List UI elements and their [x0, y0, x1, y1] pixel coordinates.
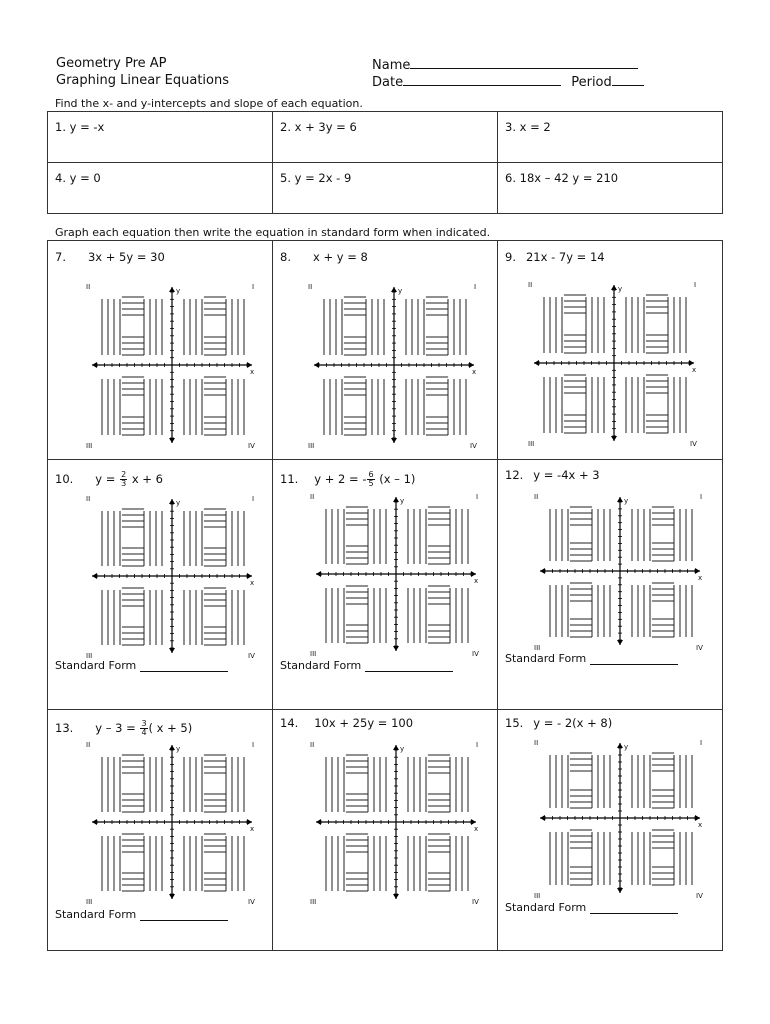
quadrant-II-label: II: [310, 741, 315, 749]
standard-form-10[interactable]: Standard Form: [55, 659, 228, 672]
problem-6: 6. 18x – 42 y = 210: [505, 171, 619, 185]
quadrant-II-label: II: [86, 741, 91, 749]
quadrant-II-label: II: [310, 493, 315, 501]
y-axis-label: y: [398, 287, 403, 295]
x-axis-label: x: [474, 825, 479, 833]
quadrant-IV-label: IV: [248, 442, 255, 449]
fraction-6-5: $\frac{6}{5}$: [368, 470, 374, 488]
quadrant-III-label: III: [86, 442, 93, 449]
section2-instruction: Graph each equation then write the equation in standard form when indicated.: [55, 226, 491, 239]
quadrant-IV-label: IV: [696, 892, 703, 899]
quadrant-IV-label: IV: [690, 440, 697, 447]
problem-4: 4. y = 0: [55, 171, 101, 185]
date-label: Date: [372, 75, 404, 90]
x-axis-label: x: [250, 825, 255, 833]
grid-lines: [326, 507, 468, 643]
quadrant-I-label: I: [694, 281, 697, 289]
quadrant-III-label: III: [528, 440, 535, 447]
x-axis-label: x: [472, 368, 477, 376]
quadrant-II-label: II: [308, 283, 313, 291]
quadrant-II-label: II: [86, 283, 91, 291]
quadrant-IV-label: IV: [470, 442, 477, 449]
standard-form-15[interactable]: Standard Form: [505, 901, 678, 914]
grid-lines: [550, 507, 692, 637]
coordinate-grid-8[interactable]: [308, 281, 480, 449]
quadrant-II-label: II: [534, 739, 539, 747]
quadrant-I-label: I: [700, 739, 703, 747]
y-axis-label: y: [624, 497, 629, 505]
fraction-3-4: $\frac{3}{4}$: [141, 719, 147, 737]
problem-1: 1. y = -x: [55, 120, 105, 134]
name-field[interactable]: [372, 56, 638, 74]
section1-instruction: Find the x- and y-intercepts and slope of each equation.: [55, 97, 363, 110]
quadrant-III-label: III: [86, 652, 93, 659]
x-axis-label: x: [698, 574, 703, 582]
quadrant-IV-label: IV: [472, 650, 479, 657]
quadrant-III-label: III: [310, 650, 317, 657]
quadrant-I-label: I: [474, 283, 477, 291]
quadrant-IV-label: IV: [696, 644, 703, 651]
x-axis-label: x: [698, 821, 703, 829]
problem-2: 2. x + 3y = 6: [280, 120, 357, 134]
y-axis-label: y: [176, 499, 181, 507]
standard-form-13[interactable]: Standard Form: [55, 908, 228, 921]
fraction-2-3: $\frac{2}{3}$: [121, 470, 127, 488]
quadrant-IV-label: IV: [472, 898, 479, 905]
problem-14: 14. 10x + 25y = 100: [280, 716, 414, 730]
x-axis-label: x: [250, 579, 255, 587]
grid-lines: [102, 509, 244, 645]
intercepts-table: [47, 111, 723, 214]
graphing-section: [47, 240, 723, 951]
grid-lines: [102, 755, 244, 891]
coordinate-grid-11[interactable]: [310, 491, 482, 657]
problem-5: 5. y = 2x - 9: [280, 171, 352, 185]
coordinate-grid-13[interactable]: [86, 739, 258, 905]
problem-15: 15. y = - 2(x + 8): [505, 716, 613, 730]
period-label: Period: [571, 75, 612, 90]
x-axis-label: x: [692, 366, 697, 374]
standard-form-12[interactable]: Standard Form: [505, 652, 678, 665]
coordinate-grid-9[interactable]: [528, 279, 700, 447]
coordinate-grid-15[interactable]: [534, 737, 706, 899]
quadrant-I-label: I: [476, 741, 479, 749]
problem-8: 8. x + y = 8: [280, 250, 368, 264]
coordinate-grid-12[interactable]: [534, 491, 706, 651]
y-axis-label: y: [400, 497, 405, 505]
x-axis-label: x: [250, 368, 255, 376]
name-label: Name: [372, 58, 411, 73]
coordinate-grid-14[interactable]: [310, 739, 482, 905]
date-field[interactable]: [372, 73, 644, 91]
grid-lines: [550, 753, 692, 885]
quadrant-I-label: I: [252, 741, 255, 749]
problem-3: 3. x = 2: [505, 120, 551, 134]
quadrant-II-label: II: [528, 281, 533, 289]
quadrant-III-label: III: [86, 898, 93, 905]
problem-10: 10. y = $\frac{2}{3}$ x + 6: [55, 470, 163, 488]
y-axis-label: y: [400, 745, 405, 753]
problem-11: 11. y + 2 = - $\frac{6}{5}$ (x – 1): [280, 470, 416, 488]
grid-lines: [326, 755, 468, 891]
grid-lines: [102, 297, 244, 435]
grid-lines: [544, 295, 686, 433]
quadrant-III-label: III: [308, 442, 315, 449]
quadrant-II-label: II: [534, 493, 539, 501]
problem-7: 7. 3x + 5y = 30: [55, 250, 165, 264]
problem-9: 9. 21x - 7y = 14: [505, 250, 605, 264]
quadrant-III-label: III: [534, 644, 541, 651]
quadrant-I-label: I: [252, 495, 255, 503]
y-axis-label: y: [176, 745, 181, 753]
coordinate-grid-10[interactable]: [86, 493, 258, 659]
quadrant-I-label: I: [700, 493, 703, 501]
problem-13: 13. y – 3 = $\frac{3}{4}$ ( x + 5): [55, 719, 193, 737]
problem-12: 12. y = -4x + 3: [505, 468, 600, 482]
grid-lines: [324, 297, 466, 435]
worksheet-topic: Graphing Linear Equations: [56, 73, 229, 88]
standard-form-11[interactable]: Standard Form: [280, 659, 453, 672]
quadrant-I-label: I: [476, 493, 479, 501]
y-axis-label: y: [618, 285, 623, 293]
coordinate-grid-7[interactable]: [86, 281, 258, 449]
quadrant-III-label: III: [310, 898, 317, 905]
x-axis-label: x: [474, 577, 479, 585]
y-axis-label: y: [624, 743, 629, 751]
quadrant-I-label: I: [252, 283, 255, 291]
quadrant-II-label: II: [86, 495, 91, 503]
y-axis-label: y: [176, 287, 181, 295]
quadrant-IV-label: IV: [248, 652, 255, 659]
quadrant-III-label: III: [534, 892, 541, 899]
course-title: Geometry Pre AP: [56, 56, 167, 71]
quadrant-IV-label: IV: [248, 898, 255, 905]
